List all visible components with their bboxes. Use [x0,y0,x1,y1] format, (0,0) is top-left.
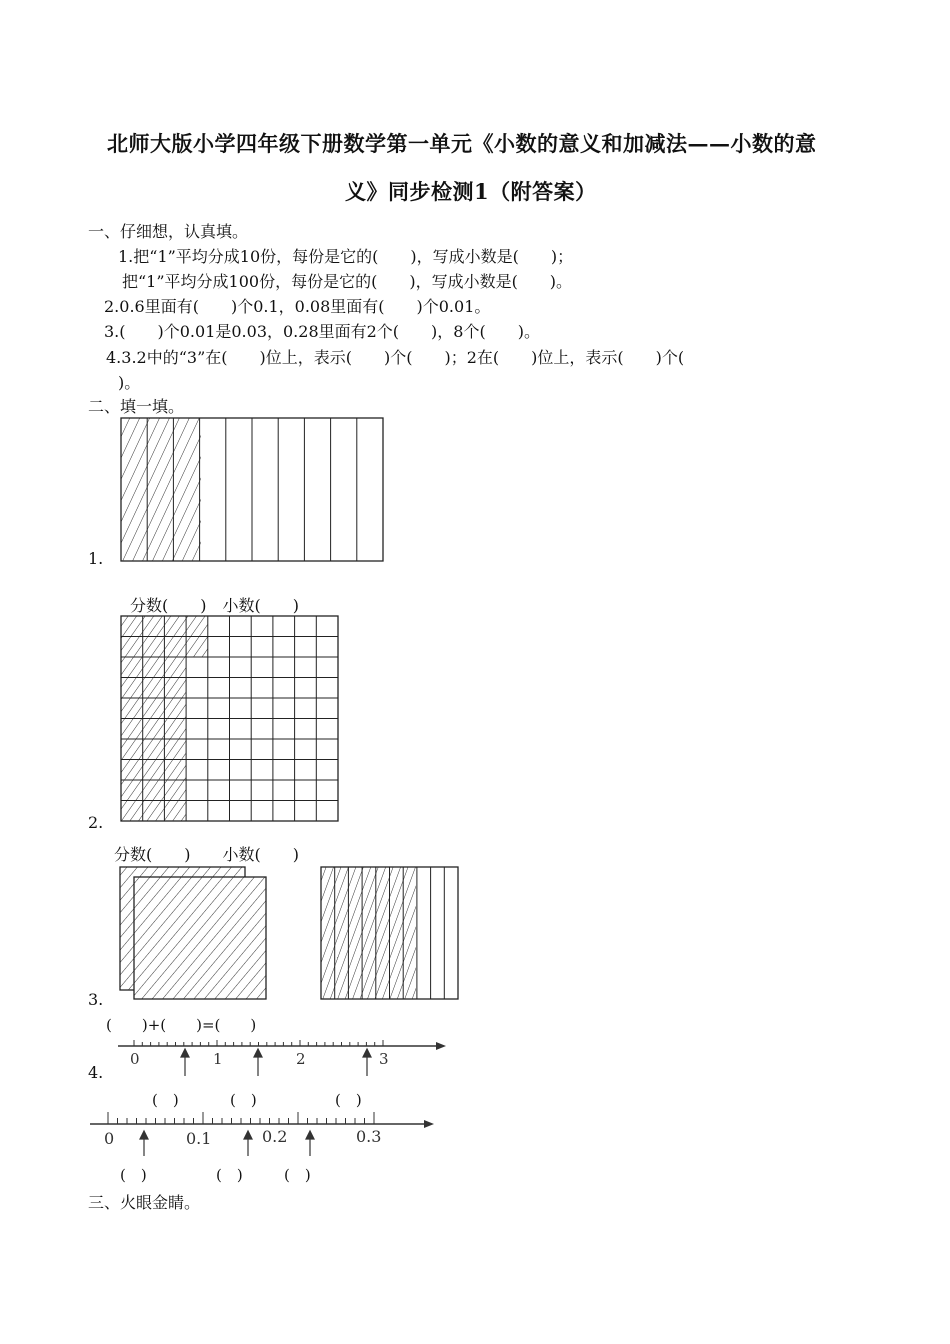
number-line-1 [116,1036,448,1080]
nl2-bottom-blank-2: ( ) [216,1166,243,1184]
nl1-label-3: 3 [379,1050,389,1068]
section3-heading: 三、火眼金睛。 [88,1193,201,1212]
question-1b: 把“1”平均分成100份，每份是它的( )，写成小数是( )。 [122,272,573,291]
item-3-number: 3. [88,990,104,1009]
item-2-number: 2. [88,813,104,832]
section1-heading: 一、仔细想，认真填。 [88,222,249,241]
figure-3-addition [118,865,463,1003]
nl2-top-blank-1: ( ) [152,1091,179,1109]
nl1-label-0: 0 [130,1050,140,1068]
nl1-label-1: 1 [213,1050,223,1068]
figure-1-tenths [120,417,386,563]
figure-2-hundredths [120,615,340,823]
question-4a: 4.3.2中的“3”在( )位上，表示( )个( )；2在( )位上，表示( )个( [106,348,685,367]
nl2-label-2: 0.2 [262,1127,288,1146]
nl2-label-3: 0.3 [356,1127,382,1146]
item-2-caption: 分数( ) 小数( ) [114,845,299,864]
title-line-1: 北师大版小学四年级下册数学第一单元《小数的意义和加减法——小数的意 [107,131,817,156]
nl2-top-blank-3: ( ) [335,1091,362,1109]
question-4b: )。 [118,373,141,392]
nl2-bottom-blank-1: ( ) [120,1166,147,1184]
number-line-2 [88,1108,438,1160]
nl1-label-2: 2 [296,1050,306,1068]
item-1-caption: 分数( ) 小数( ) [130,596,299,615]
question-2: 2.0.6里面有( )个0.1，0.08里面有( )个0.01。 [104,297,491,316]
nl2-label-0: 0 [104,1129,115,1148]
nl2-bottom-blank-3: ( ) [284,1166,311,1184]
question-3: 3.( )个0.01是0.03，0.28里面有2个( )，8个( )。 [104,322,540,341]
title-line-2: 义》同步检测1（附答案） [345,179,597,204]
item-3-caption: ( )+( )=( ) [106,1016,257,1034]
nl2-label-1: 0.1 [186,1129,212,1148]
nl2-top-blank-2: ( ) [230,1091,257,1109]
item-4-number: 4. [88,1063,104,1082]
question-1a: 1.把“1”平均分成10份，每份是它的( )，写成小数是( )； [118,247,574,266]
section2-heading: 二、填一填。 [88,397,185,416]
item-1-number: 1. [88,549,104,568]
